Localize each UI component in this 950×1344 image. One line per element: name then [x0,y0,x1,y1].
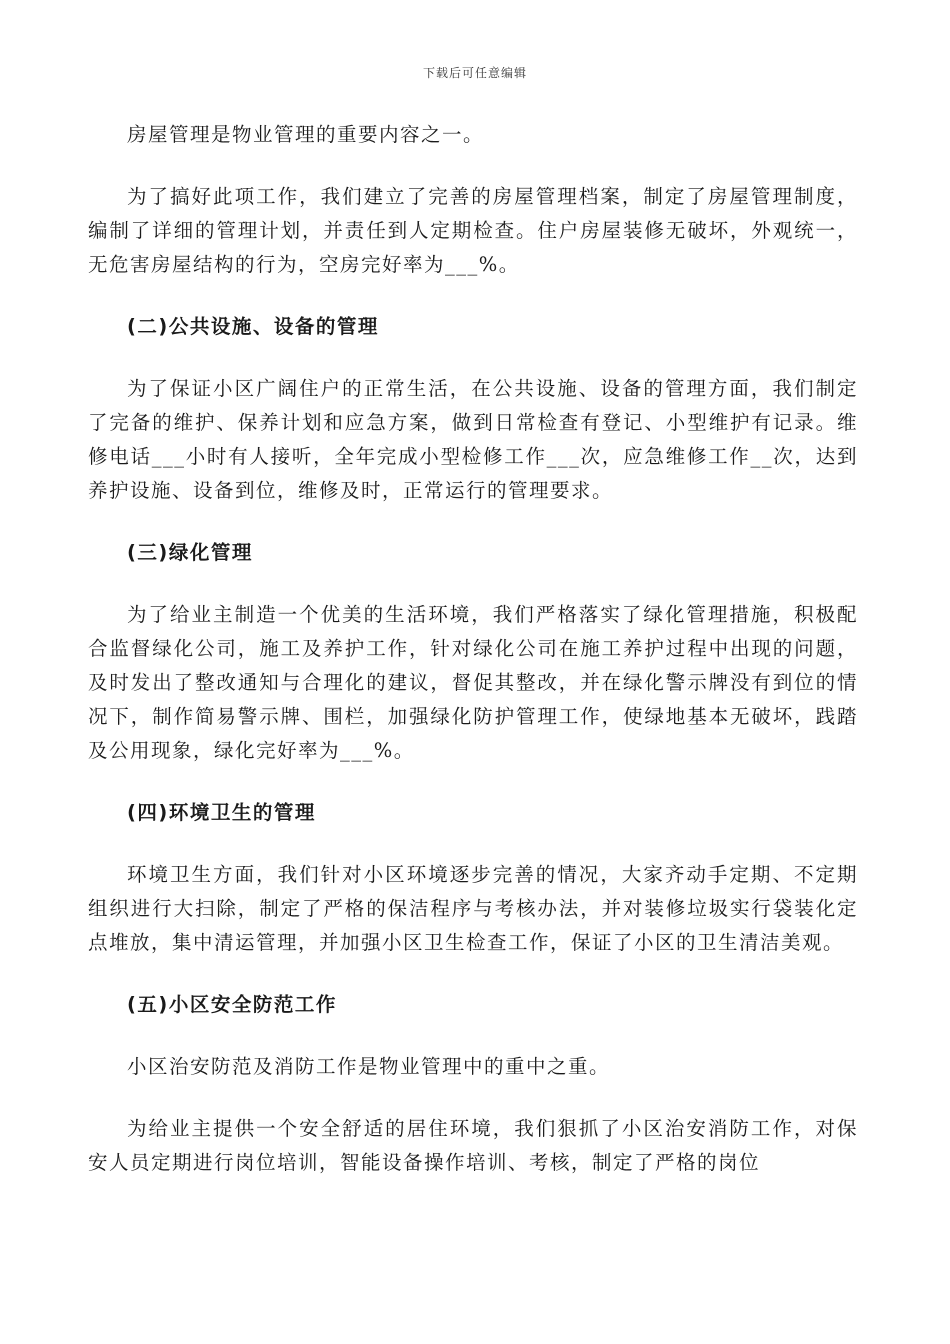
heading-greening: (三)绿化管理 [127,541,253,564]
heading-public-facilities: (二)公共设施、设备的管理 [127,315,379,338]
paragraph-house-management: 为了搞好此项工作，我们建立了完善的房屋管理档案，制定了房屋管理制度，编制了详细的管理计划，并责任到人定期检查。住户房屋装修无破坏，外观统一，无危害房屋结构的行为，空房完好率为___%。 [88,185,858,276]
paragraph-security-detail: 为给业主提供一个安全舒适的居住环境，我们狠抓了小区治安消防工作，对保安人员定期进行岗位培训，智能设备操作培训、考核，制定了严格的岗位 [88,1117,858,1174]
page-header: 下载后可任意编辑 [422,66,527,80]
document-body [88,118,858,1180]
heading-security: (五)小区安全防范工作 [127,993,337,1016]
paragraph-house-intro: 房屋管理是物业管理的重要内容之一。 [127,123,485,146]
paragraph-greening: 为了给业主制造一个优美的生活环境，我们严格落实了绿化管理措施，积极配合监督绿化公司，施工及养护工作，针对绿化公司在施工养护过程中出现的问题，及时发出了整改通知与合理化的建议，督促其整改，并在绿化警示牌没有到位的情况下，制作简易警示牌、围栏，加强绿化防护管理工作，使绿地基本无破坏，践踏及公用现象，绿化完好率为___%。 [88,603,858,762]
paragraph-security-intro: 小区治安防范及消防工作是物业管理中的重中之重。 [127,1055,611,1078]
paragraph-public-facilities: 为了保证小区广阔住户的正常生活，在公共设施、设备的管理方面，我们制定了完备的维护、保养计划和应急方案，做到日常检查有登记、小型维护有记录。维修电话___小时有人接听，全年完成小型检修工作___次，应急维修工作__次，达到养护设施、设备到位，维修及时，正常运行的管理要求。 [88,377,858,502]
paragraph-sanitation: 环境卫生方面，我们针对小区环境逐步完善的情况，大家齐动手定期、不定期组织进行大扫除，制定了严格的保洁程序与考核办法，并对装修垃圾实行袋装化定点堆放，集中清运管理，并加强小区卫生检查工作，保证了小区的卫生清洁美观。 [88,863,858,954]
heading-sanitation: (四)环境卫生的管理 [127,801,316,824]
